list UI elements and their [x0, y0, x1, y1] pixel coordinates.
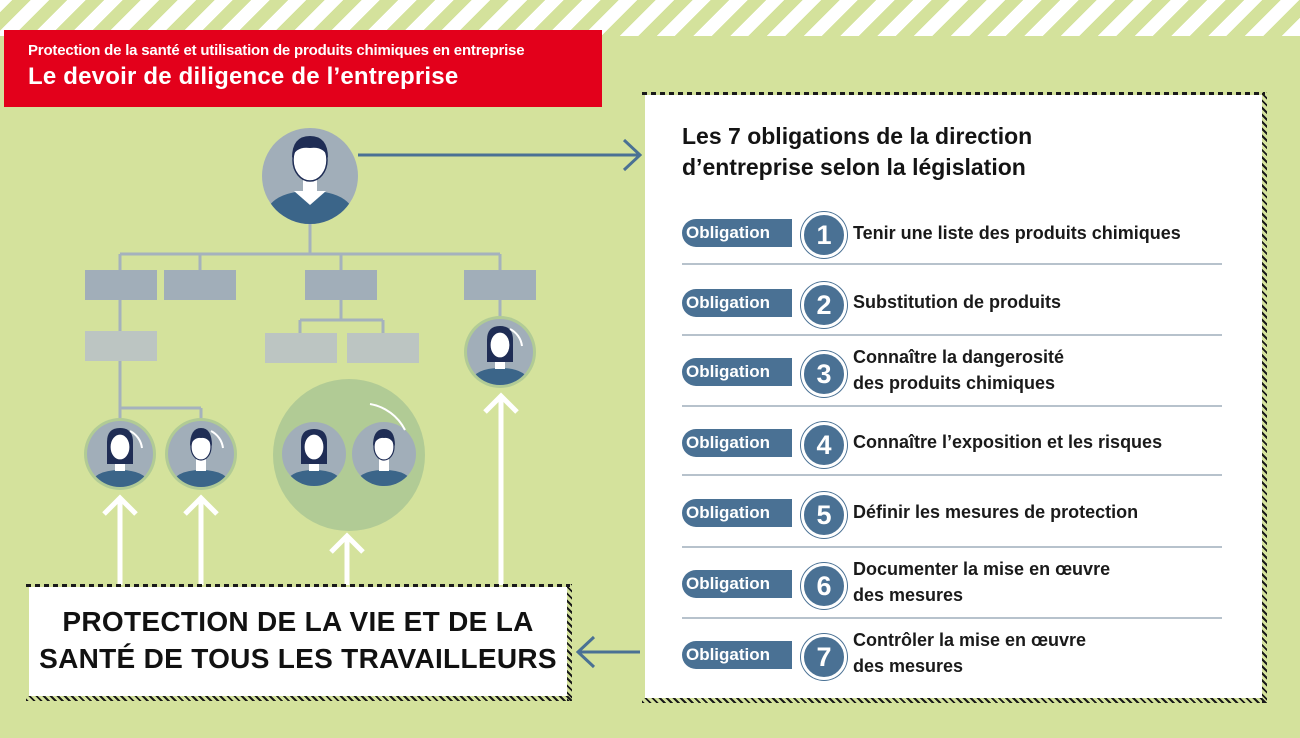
protection-line: PROTECTION DE LA VIE ET DE LA: [62, 606, 534, 637]
obligation-number: 6: [801, 563, 847, 609]
obligation-tag: Obligation: [682, 429, 792, 457]
up-arrow-icon: [185, 498, 217, 585]
obligation-number: 7: [801, 634, 847, 680]
org-box: [85, 270, 157, 300]
arrow-left-icon: [578, 637, 640, 667]
protection-statement: [29, 603, 567, 677]
obligation-label-line: Contrôler la mise en œuvre: [853, 630, 1087, 650]
obligation-number: 1: [801, 212, 847, 258]
org-box: [464, 270, 536, 300]
separator: [682, 474, 1222, 476]
org-boxes: [85, 270, 536, 300]
header-title: Le devoir de diligence de l’entreprise: [28, 63, 459, 90]
obligation-label: [853, 499, 1213, 525]
separator: [682, 546, 1222, 548]
up-arrow-icon: [485, 396, 517, 585]
org-box: [265, 333, 337, 363]
separator: [682, 263, 1222, 265]
obligation-label: [853, 627, 1213, 679]
panel-title-line: Les 7 obligations de la direction: [682, 123, 1033, 149]
worker-avatar: [464, 316, 536, 392]
separator: [682, 617, 1222, 619]
obligation-label-line: des produits chimiques: [853, 373, 1056, 393]
panel-title-line: d’entreprise selon la législation: [682, 154, 1026, 180]
up-arrow-icon: [104, 498, 136, 585]
obligations-panel: [645, 95, 1262, 698]
separator: [682, 334, 1222, 336]
obligation-tag: Obligation: [682, 570, 792, 598]
separator: [682, 405, 1222, 407]
org-box: [305, 270, 377, 300]
obligation-number: 4: [801, 422, 847, 468]
up-arrow-icon: [331, 536, 363, 585]
obligation-label-line: Substitution de produits: [853, 292, 1061, 312]
obligation-label: [853, 289, 1213, 315]
obligation-label-line: des mesures: [853, 656, 964, 676]
obligation-label-line: Connaître la dangerosité: [853, 347, 1065, 367]
worker-avatar: [165, 418, 237, 494]
worker-avatar: [84, 418, 156, 494]
header-subtitle: Protection de la santé et utilisation de produits chimiques en entreprise: [28, 42, 525, 59]
obligation-label: [853, 344, 1213, 396]
obligation-label-line: Définir les mesures de protection: [853, 502, 1139, 522]
org-box: [85, 331, 157, 361]
obligation-tag: Obligation: [682, 641, 792, 669]
obligation-label-line: des mesures: [853, 585, 964, 605]
obligation-tag: Obligation: [682, 219, 792, 247]
protection-line: SANTÉ DE TOUS LES TRAVAILLEURS: [39, 643, 557, 674]
org-box: [347, 333, 419, 363]
org-box: [164, 270, 236, 300]
obligation-tag: Obligation: [682, 499, 792, 527]
org-boxes-light: [85, 331, 419, 363]
box-shadow-edge: [26, 696, 572, 701]
obligation-tag: Obligation: [682, 289, 792, 317]
obligation-number: 5: [801, 492, 847, 538]
manager-avatar: [262, 128, 358, 230]
panel-title: [682, 121, 1242, 183]
obligation-tag: Obligation: [682, 358, 792, 386]
panel-shadow-edge: [642, 698, 1267, 703]
obligation-label: [853, 556, 1213, 608]
obligation-label: [853, 220, 1213, 246]
obligation-label-line: Connaître l’exposition et les risques: [853, 432, 1163, 452]
protection-box: [29, 587, 567, 696]
arrow-right-icon: [358, 140, 640, 170]
obligation-label-line: Tenir une liste des produits chimiques: [853, 223, 1181, 243]
obligation-label: [853, 429, 1213, 455]
obligation-number: 3: [801, 351, 847, 397]
obligation-number: 2: [801, 282, 847, 328]
obligation-label-line: Documenter la mise en œuvre: [853, 559, 1111, 579]
